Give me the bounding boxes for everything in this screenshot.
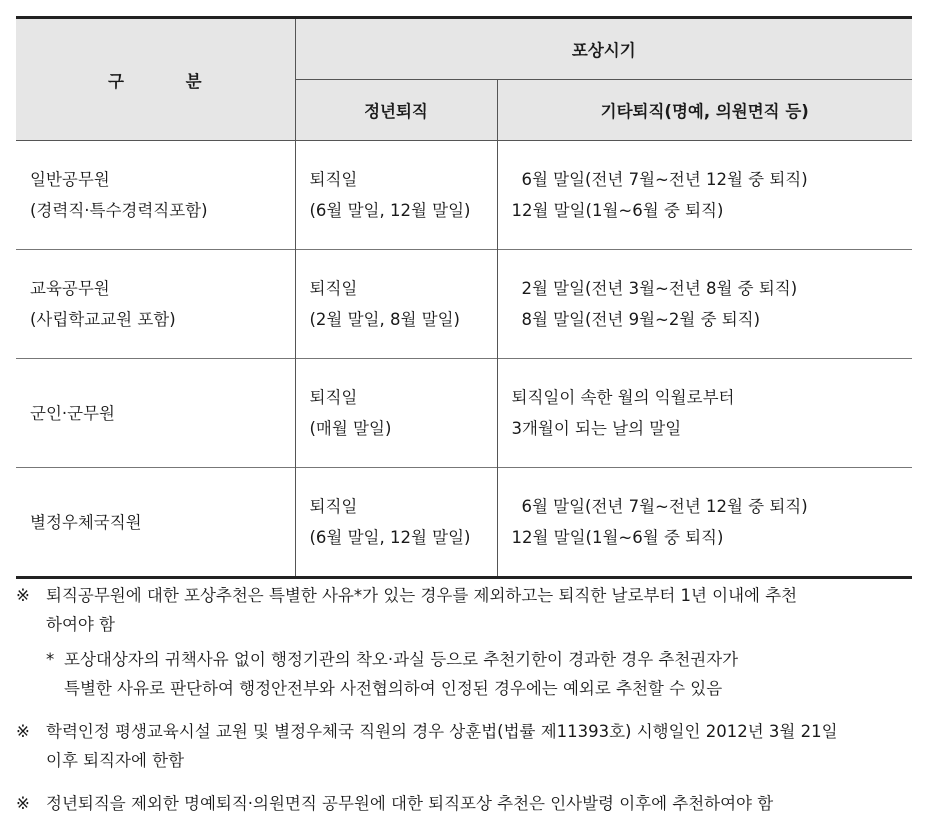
reference-mark: ※	[16, 794, 30, 813]
row-normal-line: 퇴직일	[309, 279, 358, 298]
table-row	[16, 141, 912, 250]
footnote-line: 이후 퇴직자에 한함	[46, 751, 185, 770]
row-normal-line: (6월 말일, 12월 말일)	[309, 201, 471, 220]
footnote-line: 학력인정 평생교육시설 교원 및 별정우체국 직원의 경우 상훈법(법률 제11393호) 시행일인 2012년 3월 21일	[46, 722, 838, 741]
row-category	[16, 359, 295, 468]
footnotes	[16, 581, 916, 832]
award-timing-table	[16, 16, 912, 579]
header-other-retirement: 기타퇴직(명예, 의원면직 등)	[497, 80, 912, 141]
sub-footnote-line: 특별한 사유로 판단하여 행정안전부와 사전협의하여 인정된 경우에는 예외로 추천할 수 있음	[64, 679, 723, 698]
row-other-retirement	[497, 141, 912, 250]
row-normal-line: (2월 말일, 8월 말일)	[309, 310, 460, 329]
row-category-line: 군인·군무원	[30, 403, 115, 423]
row-normal-line: 퇴직일	[309, 388, 358, 407]
footnote	[16, 717, 916, 775]
row-other-line: 3개월이 되는 날의 말일	[511, 419, 682, 438]
table-row	[16, 468, 912, 578]
row-category-line: (경력직·특수경력직포함)	[30, 201, 208, 220]
row-other-line: 6월 말일(전년 7월~전년 12월 중 퇴직)	[521, 497, 808, 516]
row-category	[16, 141, 295, 250]
row-other-retirement	[497, 250, 912, 359]
sub-footnote	[46, 645, 916, 703]
footnote-line: 하여야 함	[46, 615, 116, 634]
row-other-line: 6월 말일(전년 7월~전년 12월 중 퇴직)	[521, 170, 808, 189]
footnote	[16, 789, 916, 818]
row-normal-retirement	[295, 468, 497, 578]
header-award-period: 포상시기	[295, 18, 912, 80]
row-normal-retirement	[295, 141, 497, 250]
row-normal-retirement	[295, 359, 497, 468]
reference-mark: ※	[16, 722, 30, 741]
reference-mark: ※	[16, 586, 30, 605]
sub-footnote-line: 포상대상자의 귀책사유 없이 행정기관의 착오·과실 등으로 추천기한이 경과한 경우 추천권자가	[64, 650, 739, 669]
row-other-line: 12월 말일(1월~6월 중 퇴직)	[511, 201, 724, 220]
row-normal-line: 퇴직일	[309, 497, 358, 516]
row-category-line: 별정우체국직원	[30, 512, 142, 532]
table-row	[16, 359, 912, 468]
row-category-line: (사립학교교원 포함)	[30, 310, 176, 329]
row-category-line: 교육공무원	[30, 279, 110, 298]
row-other-line: 8월 말일(전년 9월~2월 중 퇴직)	[521, 310, 761, 329]
header-category: 구 분	[16, 18, 295, 141]
row-category	[16, 250, 295, 359]
row-other-line: 퇴직일이 속한 월의 익월로부터	[511, 388, 735, 407]
table-row	[16, 250, 912, 359]
row-other-retirement	[497, 359, 912, 468]
row-other-retirement	[497, 468, 912, 578]
header-normal-retirement: 정년퇴직	[295, 80, 497, 141]
row-category-line: 일반공무원	[30, 170, 110, 189]
row-normal-retirement	[295, 250, 497, 359]
footnote-line: 퇴직공무원에 대한 포상추천은 특별한 사유*가 있는 경우를 제외하고는 퇴직한 날로부터 1년 이내에 추천	[46, 586, 798, 605]
footnote-line: 정년퇴직을 제외한 명예퇴직·의원면직 공무원에 대한 퇴직포상 추천은 인사발령 이후에 추천하여야 함	[46, 794, 774, 813]
footnote	[16, 581, 916, 639]
row-other-line: 12월 말일(1월~6월 중 퇴직)	[511, 528, 724, 547]
row-other-line: 2월 말일(전년 3월~전년 8월 중 퇴직)	[521, 279, 798, 298]
row-category	[16, 468, 295, 578]
row-normal-line: 퇴직일	[309, 170, 358, 189]
row-normal-line: (매월 말일)	[309, 419, 392, 438]
asterisk-mark: *	[46, 650, 55, 669]
row-normal-line: (6월 말일, 12월 말일)	[309, 528, 471, 547]
